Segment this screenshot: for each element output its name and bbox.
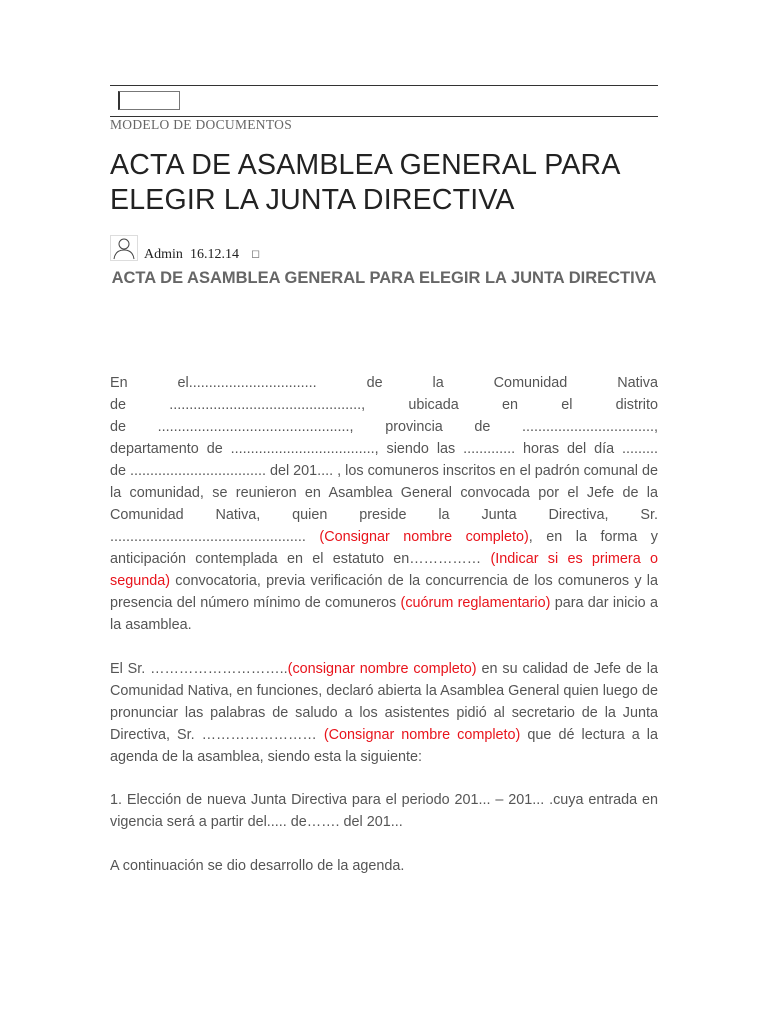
comment-icon[interactable]: ◻ xyxy=(251,248,261,260)
paragraph-1-text-d: para dar inicio a la asamblea. xyxy=(110,595,658,633)
paragraph-1-text-a: de .................................. del 201.... , los comuneros inscritos en el padrón comunal de la comunidad, se reunieron en Asamblea General convocada por el Jefe de la Comunidad Nativa, quien preside la Junta Directiva, Sr. ................................................. xyxy=(110,463,658,545)
placeholder-nombre-3: (Consignar nombre completo) xyxy=(323,726,521,743)
placeholder-cuorum: (cuórum reglamentario) xyxy=(400,595,551,611)
avatar[interactable] xyxy=(110,235,138,261)
paragraph-1-line-2: de ................................................, ubicada en el distrito xyxy=(110,397,658,413)
post-meta xyxy=(110,235,658,263)
placeholder-nombre-2: (consignar nombre completo) xyxy=(287,660,477,677)
category-link[interactable]: MODELO DE DOCUMENTOS xyxy=(110,117,293,132)
placeholder-convocatoria: (Indicar si es primera o segunda) xyxy=(110,551,659,589)
paragraph-1-text-b: , en la forma y anticipación contemplada en el estatuto en…………… xyxy=(110,529,658,567)
author-name[interactable]: Admin xyxy=(144,247,183,262)
paragraph-2 xyxy=(110,658,658,768)
user-icon xyxy=(111,236,137,260)
placeholder-nombre-1: (Consignar nombre completo) xyxy=(319,529,529,545)
page-title: ACTA DE ASAMBLEA GENERAL PARA ELEGIR LA JUNTA DIRECTIVA xyxy=(110,149,619,216)
document-heading: ACTA DE ASAMBLEA GENERAL PARA ELEGIR LA JUNTA DIRECTIVA xyxy=(111,269,657,287)
paragraph-1-text-c: convocatoria, previa verificación de la concurrencia de los comuneros y la presencia del número mínimo de comuneros xyxy=(110,573,658,611)
paragraph-4: A continuación se dio desarrollo de la agenda. xyxy=(110,857,405,874)
document-body xyxy=(110,372,658,898)
paragraph-3: 1. Elección de nueva Junta Directiva para el periodo 201... – 201... .cuya entrada en vigencia será a partir del..... de……. del 201... xyxy=(110,792,658,830)
header-top-rule xyxy=(110,85,658,86)
paragraph-1 xyxy=(110,372,658,636)
paragraph-1-line-3: de ................................................, provincia de ................................., xyxy=(110,419,658,435)
paragraph-1-line-4: departamento de ...................................., siendo las ............. horas del día ......... xyxy=(110,441,658,457)
paragraph-1-line-1: En el................................ de la Comunidad Nativa xyxy=(110,375,658,391)
search-input[interactable] xyxy=(118,91,180,110)
post-date: 16.12.14 xyxy=(190,247,239,262)
paragraph-2-text-c: que dé lectura a la agenda de la asamblea, siendo esta la siguiente: xyxy=(110,726,658,765)
paragraph-2-text-b: en su calidad de Jefe de la Comunidad Nativa, en funciones, declaró abierta la Asamblea General quien luego de pronunciar las palabras de saludo a los asistentes pidió al secretario de la Junta Directiva, Sr. …………………… xyxy=(110,660,658,743)
paragraph-2-text-a: El Sr. ……………………….. xyxy=(110,660,288,677)
